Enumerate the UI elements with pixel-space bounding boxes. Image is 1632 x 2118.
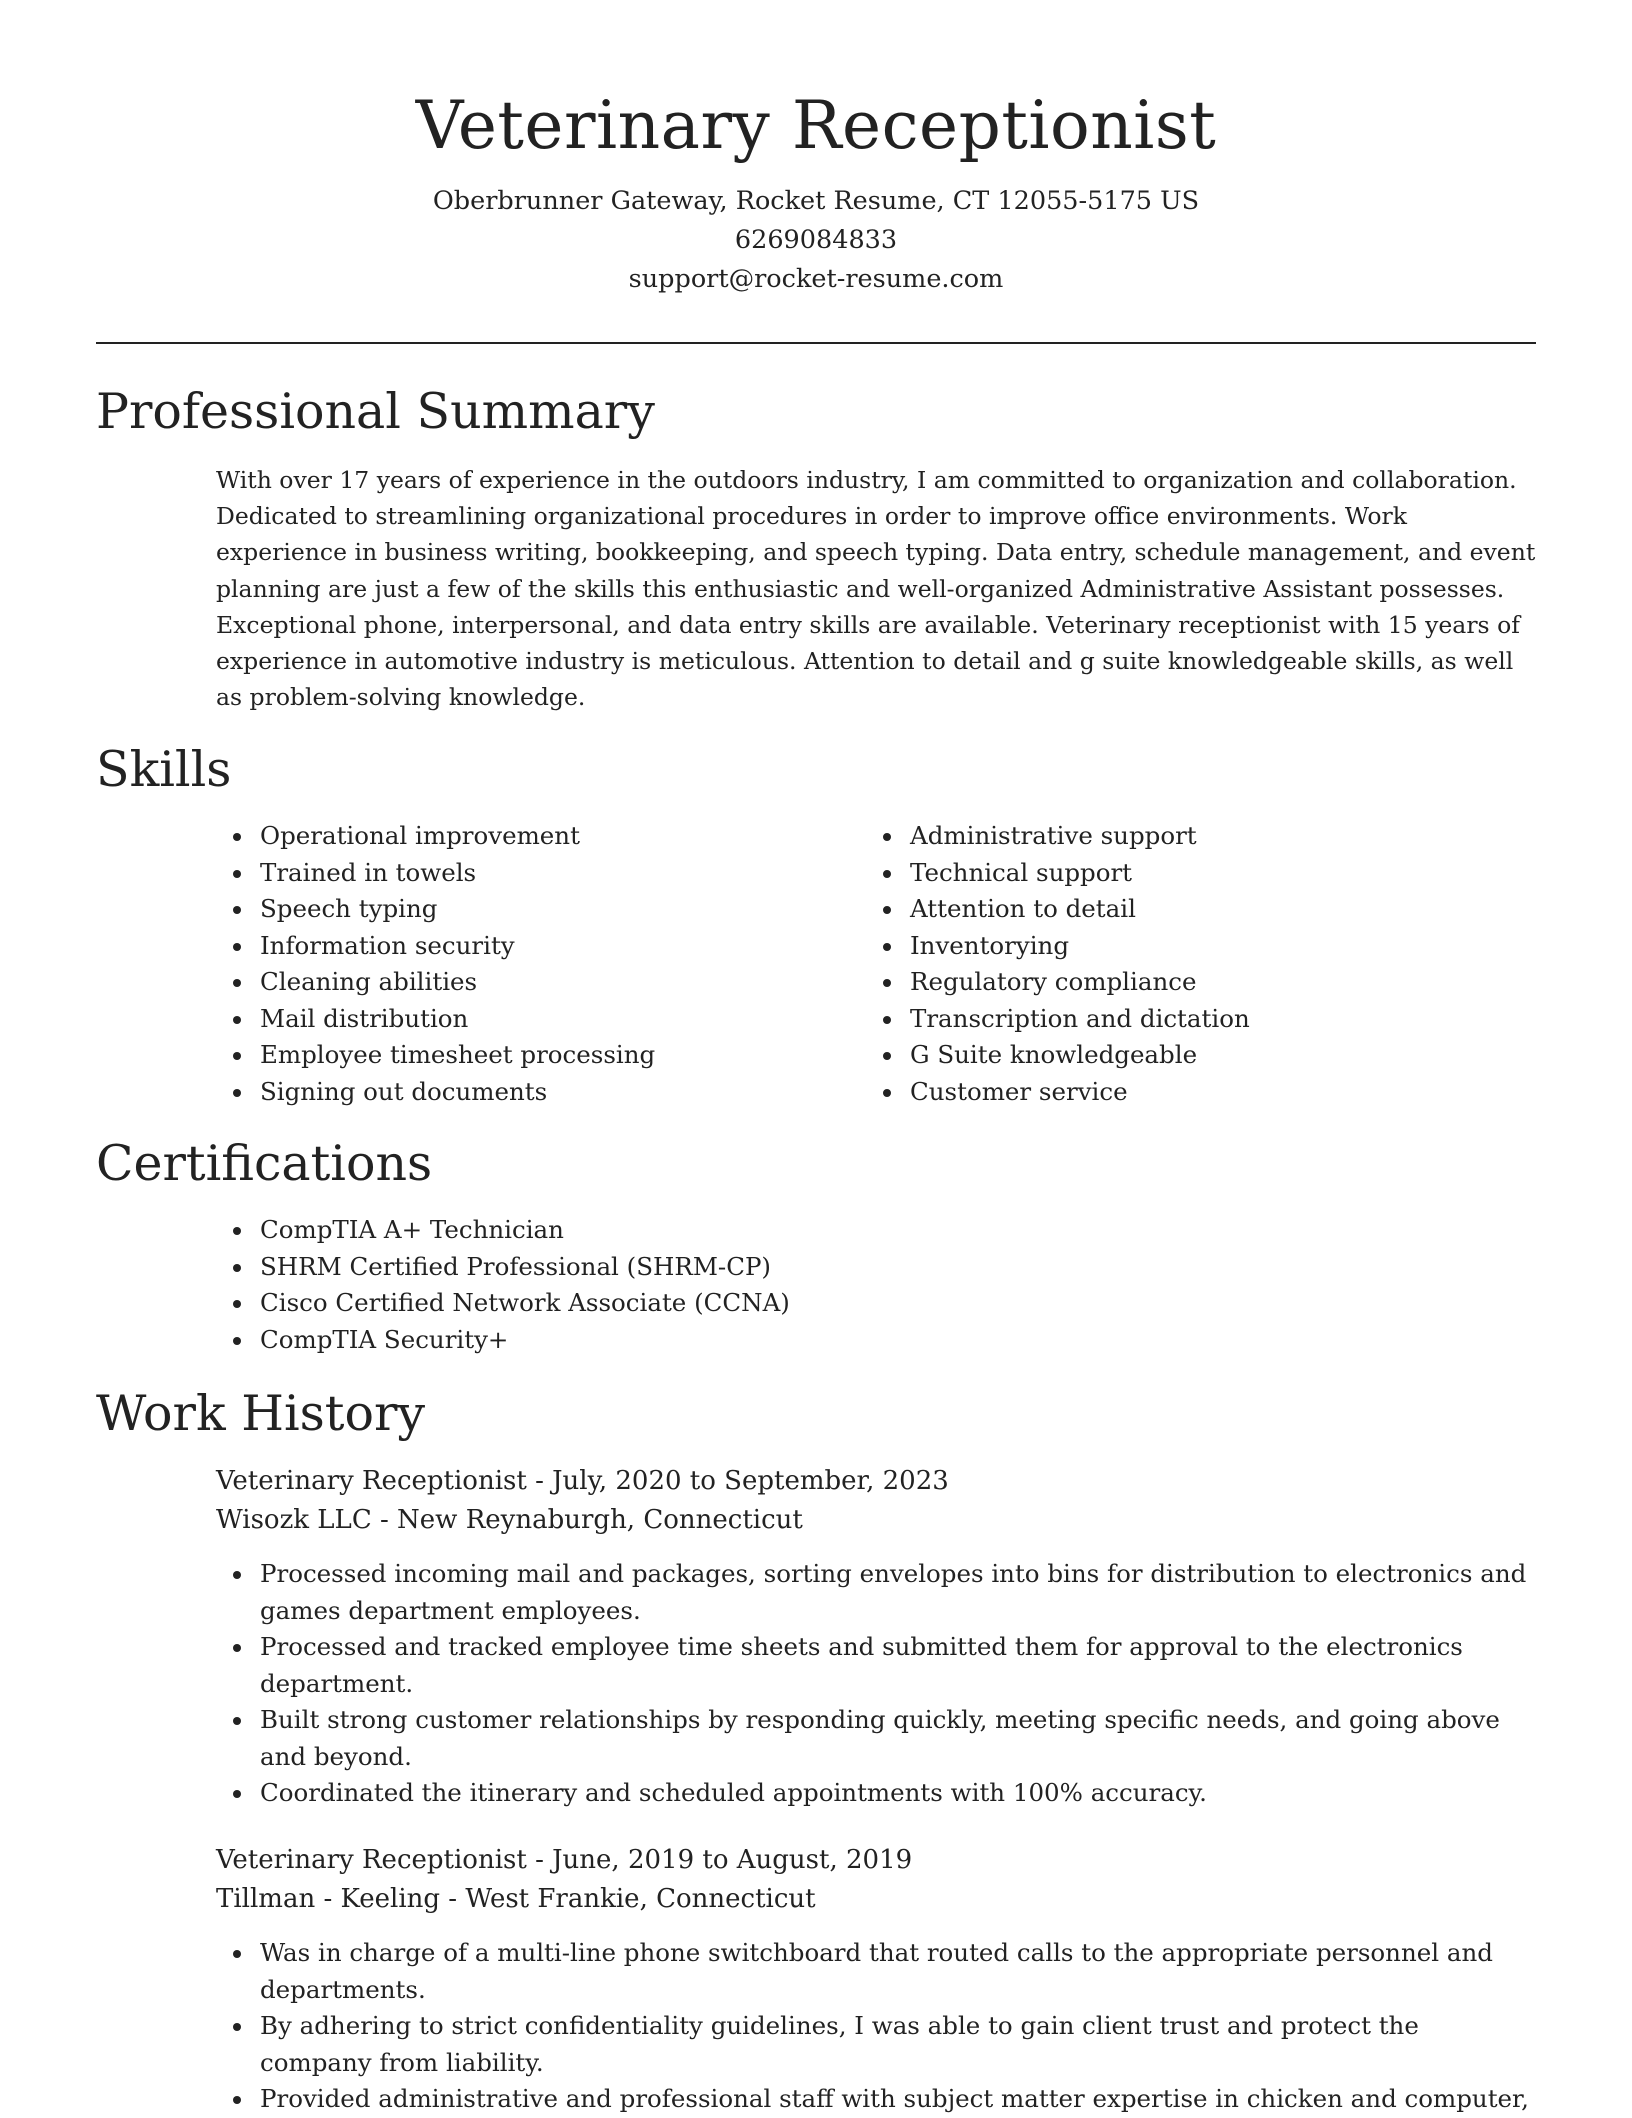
certifications-list: [216, 1212, 1216, 1358]
contact-phone: 6269084833: [734, 225, 898, 255]
skill-item: Customer service: [866, 1074, 1466, 1111]
skills-list-left: [216, 818, 816, 1110]
resume-header: [0, 0, 1632, 299]
job-entry: [216, 1841, 1538, 2118]
skill-item: Cleaning abilities: [216, 964, 816, 1001]
skill-item: G Suite knowledgeable: [866, 1037, 1466, 1074]
job-entry: [216, 1462, 1538, 1812]
skill-item: Administrative support: [866, 818, 1466, 855]
contact-address: Oberbrunner Gateway, Rocket Resume, CT 12055-5175 US: [432, 186, 1200, 216]
section-title-work-history: Work History: [96, 1385, 426, 1442]
skills-list-right: [866, 818, 1466, 1110]
certification-item: SHRM Certified Professional (SHRM-CP): [216, 1249, 1216, 1286]
job-bullets: [216, 1935, 1538, 2118]
job-heading: [216, 1462, 1538, 1501]
skill-item: Regulatory compliance: [866, 964, 1466, 1001]
job-location: - New Reynaburgh, Connecticut: [371, 1505, 803, 1535]
section-title-skills: Skills: [96, 741, 232, 798]
job-bullet: Processed and tracked employee time sheets and submitted them for approval to the electronics department.: [216, 1629, 1538, 1702]
job-heading: [216, 1841, 1538, 1880]
skill-item: Transcription and dictation: [866, 1001, 1466, 1038]
job-employer: [216, 1501, 1538, 1540]
certification-item: CompTIA A+ Technician: [216, 1212, 1216, 1249]
skill-item: Signing out documents: [216, 1074, 816, 1111]
job-bullet: Was in charge of a multi-line phone switchboard that routed calls to the appropriate personnel and departments.: [216, 1935, 1538, 2008]
job-location: - West Frankie, Connecticut: [440, 1884, 816, 1914]
job-employer: [216, 1880, 1538, 1919]
job-title: Veterinary Receptionist: [216, 1845, 527, 1875]
header-divider: [96, 342, 1536, 344]
job-bullet: Built strong customer relationships by responding quickly, meeting specific needs, and going above and beyond.: [216, 1702, 1538, 1775]
summary-text: With over 17 years of experience in the outdoors industry, I am committed to organization and collaboration. Dedicated to streamlining organizational procedures in order to improve office environments. Work experience in business writing, bookkeeping, and speech typing. Data entry, schedule management, and event planning are just a few of the skills this enthusiastic and well-organized Administrative Assistant possesses. Exceptional phone, interpersonal, and data entry skills are available. Veterinary receptionist with 15 years of experience in automotive industry is meticulous. Attention to detail and g suite knowledgeable skills, as well as problem-solving knowledge.: [216, 466, 1536, 712]
job-bullets: [216, 1556, 1538, 1812]
job-bullet: Coordinated the itinerary and scheduled appointments with 100% accuracy.: [216, 1775, 1538, 1812]
skill-item: Information security: [216, 928, 816, 965]
skill-item: Employee timesheet processing: [216, 1037, 816, 1074]
candidate-name: Veterinary Receptionist: [415, 87, 1217, 164]
job-company: Tillman - Keeling: [216, 1884, 441, 1914]
job-bullet: Processed incoming mail and packages, sorting envelopes into bins for distribution to electronics and games department employees.: [216, 1556, 1538, 1629]
job-bullet: Provided administrative and professional staff with subject matter expertise in chicken and computer,: [216, 2081, 1538, 2118]
skill-item: Operational improvement: [216, 818, 816, 855]
certification-item: Cisco Certified Network Associate (CCNA): [216, 1285, 1216, 1322]
skill-item: Speech typing: [216, 891, 816, 928]
job-title: Veterinary Receptionist: [216, 1466, 527, 1496]
skill-item: Mail distribution: [216, 1001, 816, 1038]
job-dates: - June, 2019 to August, 2019: [526, 1845, 913, 1875]
job-dates: - July, 2020 to September, 2023: [526, 1466, 949, 1496]
skill-item: Attention to detail: [866, 891, 1466, 928]
contact-email: support@rocket-resume.com: [628, 264, 1004, 294]
skill-item: Technical support: [866, 855, 1466, 892]
contact-block: [0, 182, 1632, 299]
skill-item: Trained in towels: [216, 855, 816, 892]
skill-item: Inventorying: [866, 928, 1466, 965]
section-title-summary: Professional Summary: [96, 383, 655, 440]
section-title-certifications: Certifications: [96, 1135, 433, 1192]
job-company: Wisozk LLC: [216, 1505, 372, 1535]
certification-item: CompTIA Security+: [216, 1322, 1216, 1359]
job-bullet: By adhering to strict confidentiality guidelines, I was able to gain client trust and protect the company from liability.: [216, 2008, 1538, 2081]
